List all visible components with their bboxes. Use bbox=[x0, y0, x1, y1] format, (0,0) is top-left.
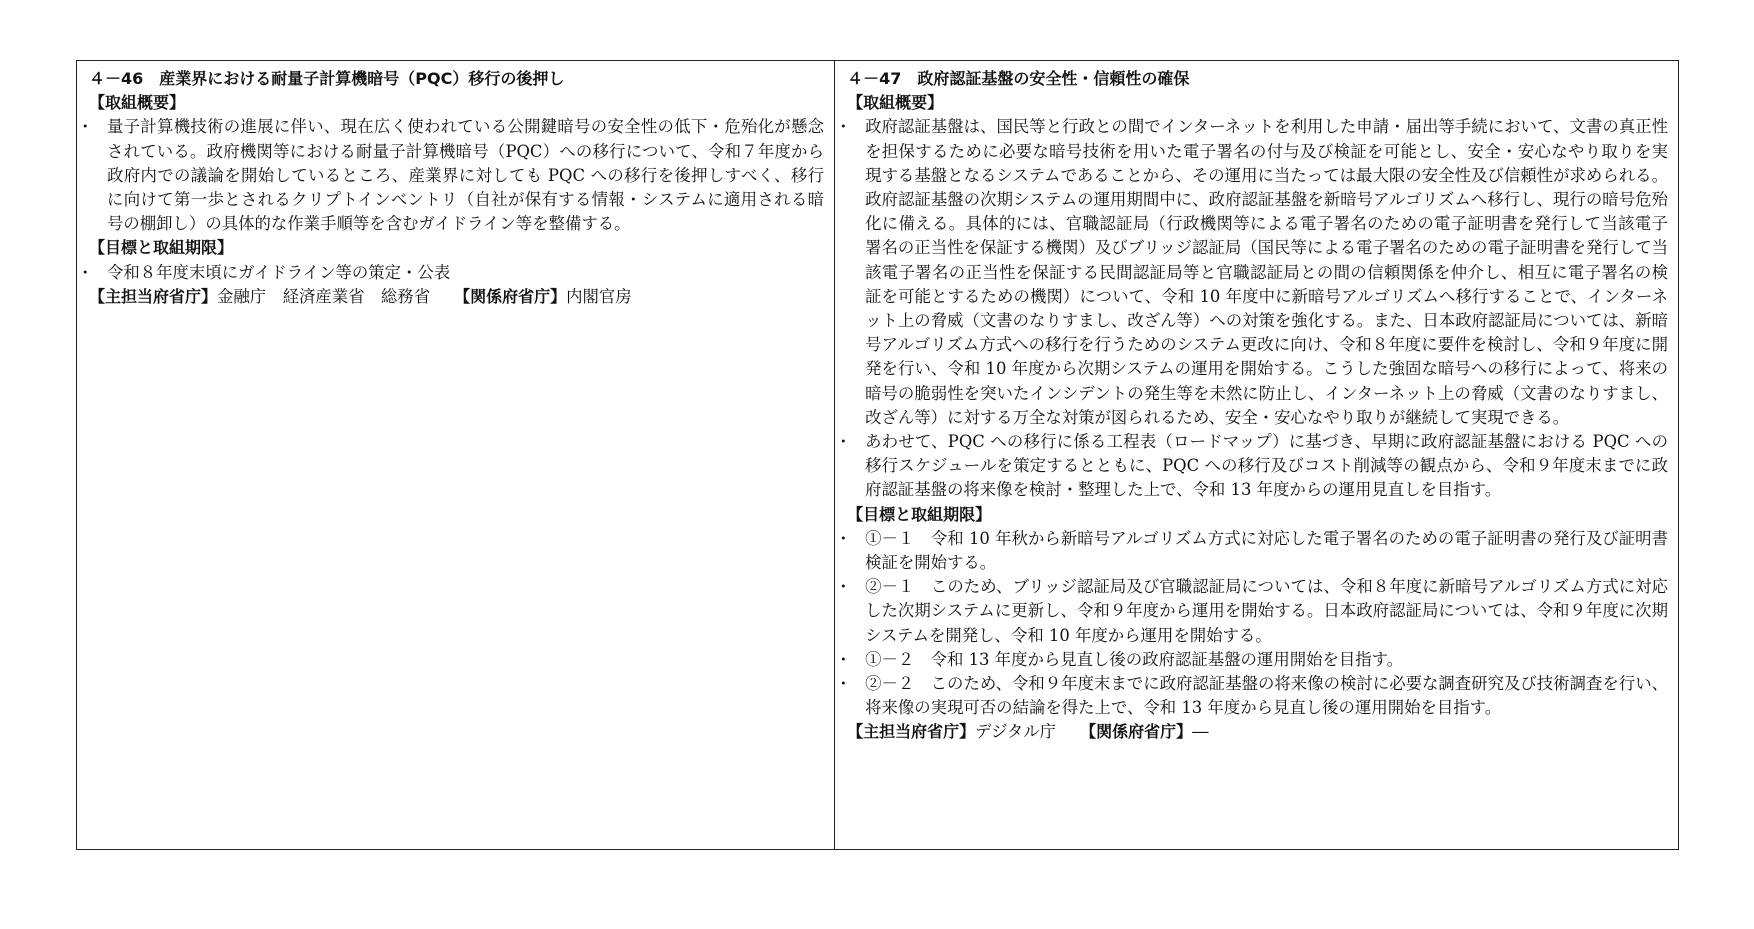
overview-item bbox=[835, 115, 1668, 430]
main-ministry-value: 金融庁 経済産業省 総務省 bbox=[217, 286, 431, 306]
bullet-mark: ・ bbox=[835, 674, 852, 694]
target-item-text: ②－２ このため、令和９年度末までに政府認証基盤の将来像の検討に必要な調査研究及び技術調査を行い、将来像の実現可否の結論を得た上で、令和 13 年度から見直し後の運用開始を目指す。 bbox=[865, 674, 1668, 718]
bullet-mark: ・ bbox=[835, 577, 852, 597]
target-item-text: ②－１ このため、ブリッジ認証局及び官職認証局については、令和８年度に新暗号アルゴリズム方式に対応した次期システムに更新し、令和９年度から運用を開始する。日本政府認証局については、令和９年度に次期システムを開発し、令和 10 年度から運用を開始する。 bbox=[865, 577, 1668, 645]
ministry-line bbox=[847, 720, 1668, 744]
target-item-text: ①－２ 令和 13 年度から見直し後の政府認証基盤の運用開始を目指す。 bbox=[865, 649, 1404, 669]
target-item-text: 令和８年度末頃にガイドライン等の策定・公表 bbox=[107, 262, 451, 282]
ministry-line bbox=[89, 285, 824, 309]
overview-heading: 【取組概要】 bbox=[847, 93, 944, 113]
overview-item-text: あわせて、PQC への移行に係る工程表（ロードマップ）に基づき、早期に政府認証基盤における PQC への移行スケジュールを策定するとともに、PQC への移行及びコスト削減等の観点から、令和９年度末までに政府認証基盤の将来像を検討・整理した上で、令和 13 年度からの運用見直しを目指す。 bbox=[865, 432, 1668, 500]
overview-item-text: 量子計算機技術の進展に伴い、現在広く使われている公開鍵暗号の安全性の低下・危殆化が懸念されている。政府機関等における耐量子計算機暗号（PQC）への移行について、令和７年度から政府内での議論を開始しているところ、産業界に対しても PQC への移行を後押しすべく、移行に向けて第一歩とされるクリプトインベントリ（自社が保有する情報・システムに適用される暗号の棚卸し）の具体的な作業手順等を含むガイドライン等を整備する。 bbox=[107, 117, 825, 234]
overview-item bbox=[835, 430, 1668, 503]
bullet-mark: ・ bbox=[835, 432, 852, 452]
target-heading: 【目標と取組期限】 bbox=[89, 238, 234, 258]
overview-item-text: 政府認証基盤は、国民等と行政との間でインターネットを利用した申請・届出等手続において、文書の真正性を担保するために必要な暗号技術を用いた電子署名の付与及び検証を可能とし、安全・安心なやり取りを実現する基盤となるシステムであることから、その運用に当たっては最大限の安全性及び信頼性が求められる。政府認証基盤の次期システムの運用期間中に、政府認証基盤を新暗号アルゴリズムへ移行し、現行の暗号危殆化に備える。具体的には、官職認証局（行政機関等による電子署名のための電子証明書を発行して当該電子署名の正当性を保証する機関）及びブリッジ認証局（国民等による電子署名のための電子証明書を発行して当該電子署名の正当性を保証する民間認証局等と官職認証局との間の信頼関係を仲介し、相互に電子署名の検証を可能とするための機関）について、令和 10 年度中に新暗号アルゴリズムへ移行することで、インターネット上の脅威（文書のなりすまし、改ざん等）への対策を強化する。また、日本政府認証局については、新暗号アルゴリズム方式への移行を行うためのシステム更改に向け、令和８年度に要件を検討し、令和９年度に開発を行い、令和 10 年度から次期システムの運用を開始する。こうした強固な暗号への移行によって、将来の暗号の脆弱性を突いたインシデントの発生等を未然に防止し、インターネット上の脅威（文書のなりすまし、改ざん等）に対する万全な対策が図られるため、安全・安心なやり取りが継続して実現できる。 bbox=[865, 117, 1668, 427]
main-ministry-value: デジタル庁 bbox=[975, 722, 1057, 742]
main-ministry-label: 【主担当府省庁】 bbox=[89, 286, 218, 306]
section-title: ４－46 産業界における耐量子計算機暗号（PQC）移行の後押し bbox=[89, 69, 565, 88]
related-ministry-value: ― bbox=[1192, 722, 1209, 742]
document-table bbox=[76, 60, 1679, 850]
target-heading: 【目標と取組期限】 bbox=[847, 504, 992, 524]
target-item-text: ①－１ 令和 10 年秋から新暗号アルゴリズム方式に対応した電子署名のための電子証明書の発行及び証明書検証を開始する。 bbox=[865, 528, 1668, 573]
target-item bbox=[835, 648, 1668, 672]
target-item bbox=[77, 261, 824, 285]
right-column bbox=[835, 61, 1678, 849]
target-item bbox=[835, 575, 1668, 648]
left-column bbox=[77, 61, 835, 849]
bullet-mark: ・ bbox=[835, 649, 852, 669]
related-ministry-label: 【関係府省庁】 bbox=[454, 286, 567, 306]
section-title: ４－47 政府認証基盤の安全性・信頼性の確保 bbox=[847, 69, 1190, 88]
main-ministry-label: 【主担当府省庁】 bbox=[847, 722, 976, 742]
related-ministry-label: 【関係府省庁】 bbox=[1080, 722, 1193, 742]
bullet-mark: ・ bbox=[835, 117, 852, 137]
target-item bbox=[835, 672, 1668, 720]
bullet-mark: ・ bbox=[77, 262, 94, 282]
overview-item bbox=[77, 115, 824, 236]
target-item bbox=[835, 527, 1668, 575]
overview-heading: 【取組概要】 bbox=[89, 93, 186, 113]
bullet-mark: ・ bbox=[77, 117, 94, 137]
related-ministry-value: 内閣官房 bbox=[566, 286, 632, 306]
bullet-mark: ・ bbox=[835, 528, 852, 548]
